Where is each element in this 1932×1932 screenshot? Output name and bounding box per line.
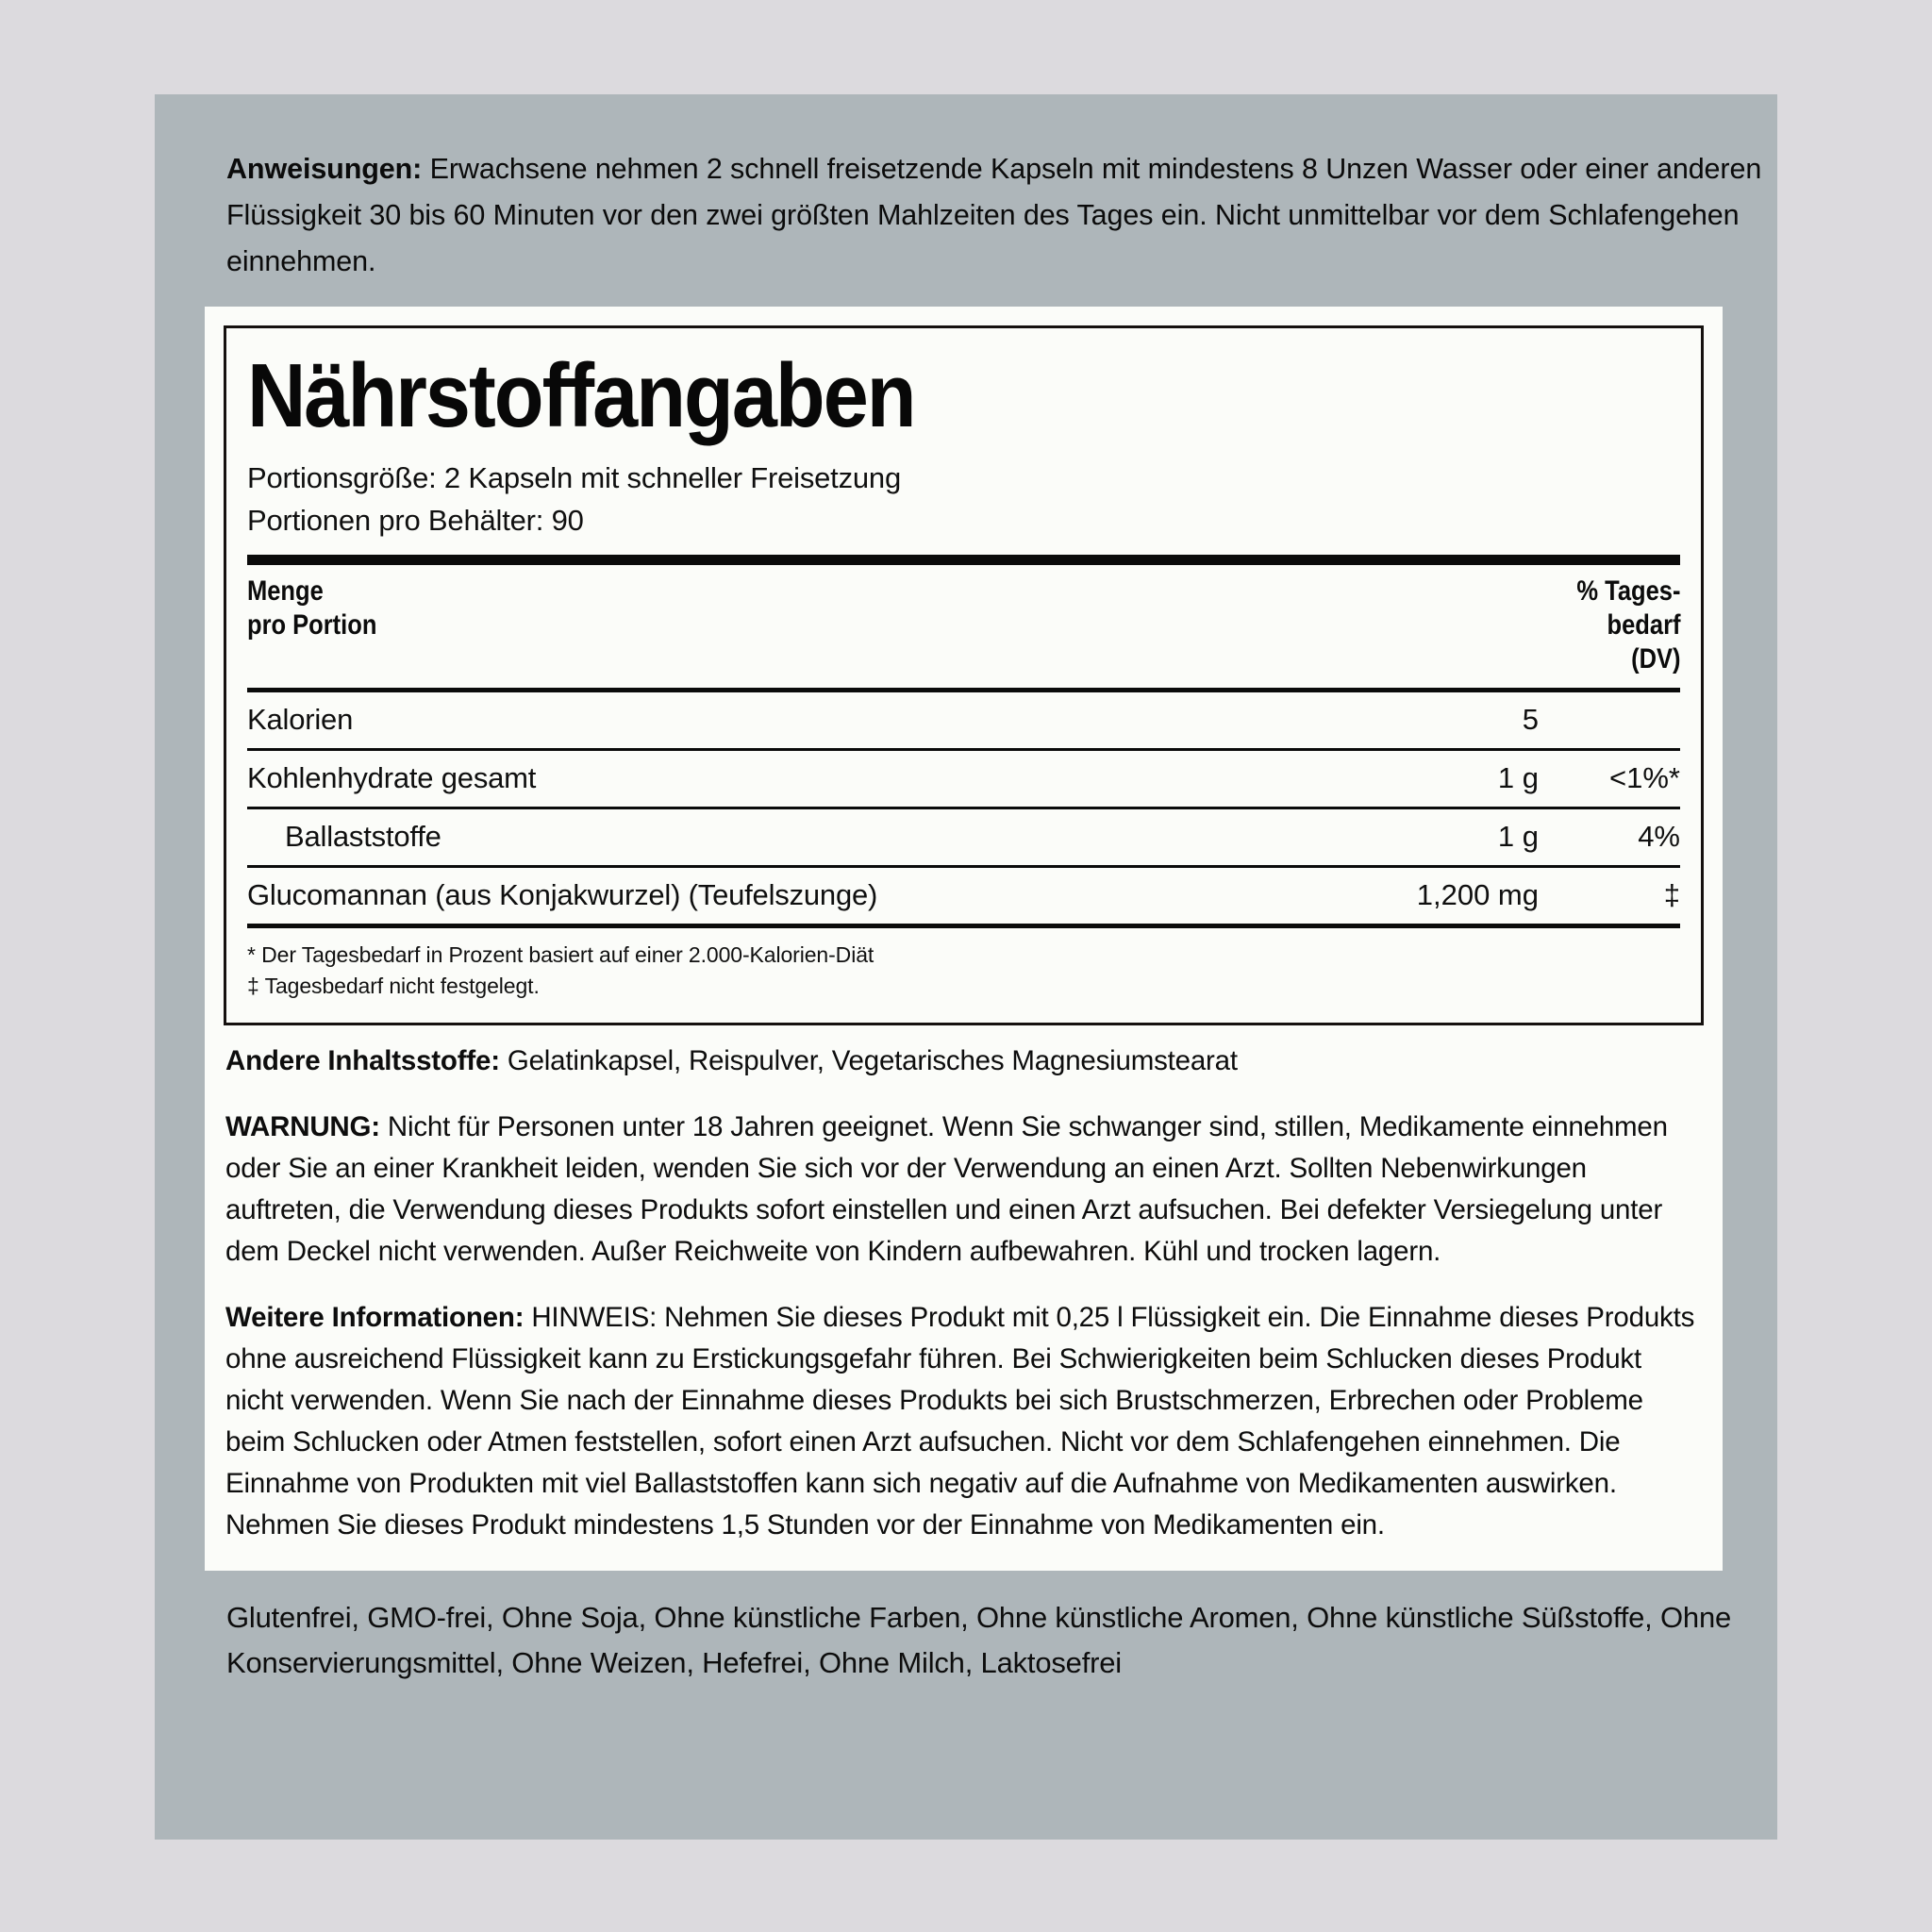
rule-above-header xyxy=(247,555,1680,565)
supplement-label-panel xyxy=(155,94,1777,1840)
footnote: ‡ Tagesbedarf nicht festgelegt. xyxy=(247,974,540,998)
dv-header-line3: (DV) xyxy=(1630,643,1680,675)
nutrient-name: Glucomannan (aus Konjakwurzel) (Teufelszunge) xyxy=(247,878,878,911)
directions-block xyxy=(226,146,1774,285)
supplement-facts-box xyxy=(205,307,1723,1571)
more-info-label: Weitere Informationen: xyxy=(225,1302,525,1333)
amount-header-line1: Menge xyxy=(247,575,324,607)
supplement-facts-title: Nährstoffangaben xyxy=(247,345,915,446)
nutrient-amount: 1 g xyxy=(1497,761,1539,794)
nutrient-rows xyxy=(247,692,1680,928)
nutrient-amount: 1 g xyxy=(1497,820,1539,853)
dv-header-line2: bedarf xyxy=(1607,609,1680,641)
warning-paragraph xyxy=(225,1107,1702,1273)
nutrient-amount: 5 xyxy=(1522,703,1539,736)
warning-label: WARNUNG: xyxy=(225,1111,380,1142)
directions-text: Erwachsene nehmen 2 schnell freisetzende Kapseln mit mindestens 8 Unzen Wasser oder einer anderen Flüssigkeit 30 bis 60 Minuten vor den zwei größten Mahlzeiten des Tages ein. Nicht unmittelbar vor dem Schlafengehen einnehmen. xyxy=(226,153,1762,277)
nutrient-row xyxy=(247,751,1680,807)
directions-label: Anweisungen: xyxy=(226,153,423,185)
other-ingredients-label: Andere Inhaltsstoffe: xyxy=(225,1045,500,1076)
nutrient-row xyxy=(247,692,1680,748)
nutrient-name: Ballaststoffe xyxy=(285,820,441,853)
nutrient-name: Kohlenhydrate gesamt xyxy=(247,761,537,794)
lower-text-blocks xyxy=(205,1025,1723,1571)
servings-per-container-line: Portionen pro Behälter: 90 xyxy=(247,504,584,537)
amount-per-serving-header xyxy=(247,565,1680,688)
dv-header-line1: % Tages- xyxy=(1575,575,1680,607)
serving-size-line: Portionsgröße: 2 Kapseln mit schneller Freisetzung xyxy=(247,461,901,494)
supplement-facts-framed-panel xyxy=(224,325,1704,1025)
nutrient-amount: 1,200 mg xyxy=(1416,878,1539,911)
more-info-text: HINWEIS: Nehmen Sie dieses Produkt mit 0,25 l Flüssigkeit ein. Die Einnahme dieses Produkts ohne ausreichend Flüssigkeit kann zu Erstickungsgefahr führen. Bei Schwierigkeiten beim Schlucken dieses Produkt nicht verwenden. Wenn Sie nach der Einnahme dieses Produkts bei sich Brustschmerzen, Erbrechen oder Probleme beim Schlucken oder Atmen feststellen, sofort einen Arzt aufsuchen. Nicht vor dem Schlafengehen einnehmen. Die Einnahme von Produkten mit viel Ballaststoffen kann sich negativ auf die Aufnahme von Medikamenten auswirken. Nehmen Sie dieses Produkt mindestens 1,5 Stunden vor der Einnahme von Medikamenten ein. xyxy=(225,1302,1695,1541)
nutrient-daily-value: <1%* xyxy=(1609,761,1680,794)
nutrient-daily-value: 4% xyxy=(1638,820,1680,853)
warning-text: Nicht für Personen unter 18 Jahren geeignet. Wenn Sie schwanger sind, stillen, Medikamente einnehmen oder Sie an einer Krankheit leiden, wenden Sie sich vor der Verwendung an einen Arzt. Sollten Nebenwirkungen auftreten, die Verwendung dieses Produkts sofort einstellen und einen Arzt aufsuchen. Bei defekter Versiegelung unter dem Deckel nicht verwenden. Außer Reichweite von Kindern aufbewahren. Kühl und trocken lagern. xyxy=(225,1111,1668,1267)
footnote: * Der Tagesbedarf in Prozent basiert auf einer 2.000-Kalorien-Diät xyxy=(247,942,874,967)
daily-value-header xyxy=(1576,575,1680,676)
nutrient-row xyxy=(247,809,1680,865)
more-info-paragraph xyxy=(225,1297,1702,1546)
footnotes-block xyxy=(247,928,1680,1008)
other-ingredients-paragraph xyxy=(225,1041,1702,1082)
amount-header-line2: pro Portion xyxy=(247,609,377,641)
nutrient-row xyxy=(247,868,1680,924)
free-of-claims: Glutenfrei, GMO-frei, Ohne Soja, Ohne künstliche Farben, Ohne künstliche Aromen, Ohne künstliche Süßstoffe, Ohne Konservierungsmittel, Ohne Weizen, Hefefrei, Ohne Milch, Laktosefrei xyxy=(226,1601,1732,1679)
other-ingredients-text: Gelatinkapsel, Reispulver, Vegetarisches Magnesiumstearat xyxy=(507,1045,1238,1076)
amount-per-serving-label xyxy=(247,575,376,642)
nutrient-name: Kalorien xyxy=(247,703,354,736)
nutrient-daily-value: ‡ xyxy=(1663,878,1680,911)
